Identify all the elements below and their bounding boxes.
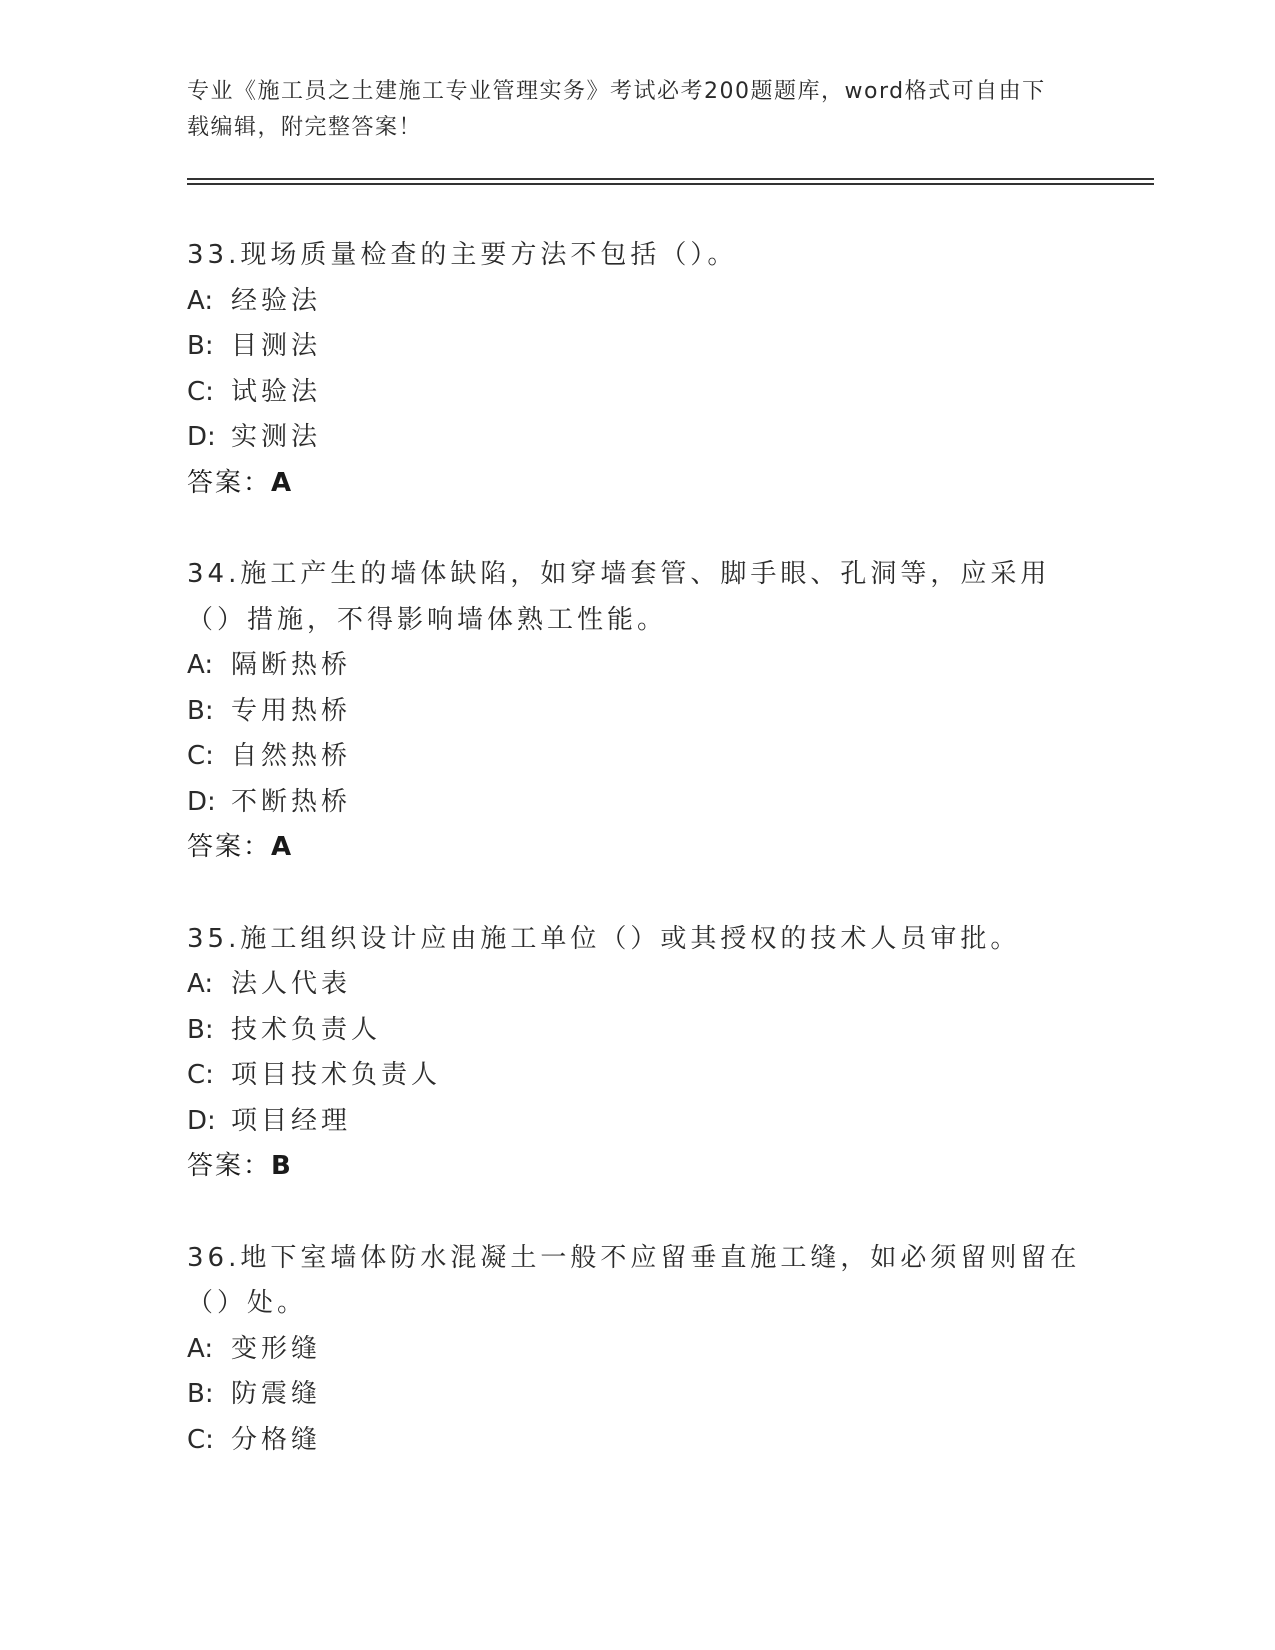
answer-value: B xyxy=(271,1151,293,1181)
option-d xyxy=(187,780,1087,826)
answer-value: A xyxy=(271,467,294,498)
option-c xyxy=(187,1418,1087,1464)
option-label: B: xyxy=(187,331,214,361)
option-a xyxy=(187,962,1087,1008)
option-label: B: xyxy=(187,695,214,726)
option-label: D: xyxy=(187,422,216,452)
option-label: C: xyxy=(187,1060,214,1090)
answer-line xyxy=(187,1144,1087,1190)
question-stem: 36.地下室墙体防水混凝土一般不应留垂直施工缝，如必须留则留在（）处。 xyxy=(187,1242,1081,1318)
option-label: A: xyxy=(187,1333,214,1364)
option-label: A: xyxy=(187,969,214,999)
option-b xyxy=(187,1008,1087,1054)
option-text: 防震缝 xyxy=(231,1379,322,1409)
header-divider xyxy=(187,178,1154,180)
question-34 xyxy=(187,552,1087,871)
option-text: 变形缝 xyxy=(231,1333,322,1364)
question-stem: 33.现场质量检查的主要方法不包括（）。 xyxy=(187,240,738,270)
option-text: 分格缝 xyxy=(231,1424,322,1455)
answer-value: A xyxy=(271,832,294,862)
option-text: 实测法 xyxy=(231,422,322,452)
option-label: A: xyxy=(187,285,214,316)
option-text: 专用热桥 xyxy=(231,695,352,726)
option-text: 技术负责人 xyxy=(231,1014,382,1045)
option-d xyxy=(187,1099,1087,1145)
option-a xyxy=(187,1327,1087,1373)
option-label: D: xyxy=(187,1105,216,1136)
option-b xyxy=(187,324,1087,370)
option-text: 试验法 xyxy=(231,376,322,407)
option-label: A: xyxy=(187,650,214,680)
answer-line xyxy=(187,461,1087,507)
option-c xyxy=(187,734,1087,780)
option-text: 不断热桥 xyxy=(231,786,352,817)
option-text: 经验法 xyxy=(231,285,322,316)
document-header: 专业《施工员之土建施工专业管理实务》考试必考200题题库，word格式可自由下载编辑，附完整答案！ xyxy=(187,79,1046,140)
answer-label: 答案： xyxy=(187,832,272,862)
option-text: 目测法 xyxy=(231,331,322,361)
question-35 xyxy=(187,917,1087,1190)
option-b xyxy=(187,1372,1087,1418)
option-d xyxy=(187,415,1087,461)
option-c xyxy=(187,370,1087,416)
option-c xyxy=(187,1053,1087,1099)
answer-label: 答案： xyxy=(187,467,272,498)
answer-label: 答案： xyxy=(187,1151,272,1181)
header-divider xyxy=(187,183,1154,185)
question-36 xyxy=(187,1236,1087,1464)
option-a xyxy=(187,643,1087,689)
option-label: C: xyxy=(187,376,214,407)
option-a xyxy=(187,279,1087,325)
option-label: C: xyxy=(187,1424,214,1455)
option-label: C: xyxy=(187,741,214,771)
option-text: 自然热桥 xyxy=(231,741,352,771)
option-b xyxy=(187,689,1087,735)
option-text: 隔断热桥 xyxy=(231,650,352,680)
option-text: 法人代表 xyxy=(231,969,352,999)
option-text: 项目经理 xyxy=(231,1105,352,1136)
question-stem: 35.施工组织设计应由施工单位（）或其授权的技术人员审批。 xyxy=(187,923,1021,954)
option-text: 项目技术负责人 xyxy=(231,1060,442,1090)
question-list xyxy=(187,233,1087,1509)
question-stem: 34.施工产生的墙体缺陷，如穿墙套管、脚手眼、孔洞等，应采用（）措施，不得影响墙体熟工性能。 xyxy=(187,559,1051,635)
option-label: B: xyxy=(187,1379,214,1409)
question-33 xyxy=(187,233,1087,506)
answer-line xyxy=(187,825,1087,871)
option-label: B: xyxy=(187,1014,214,1045)
option-label: D: xyxy=(187,786,216,817)
